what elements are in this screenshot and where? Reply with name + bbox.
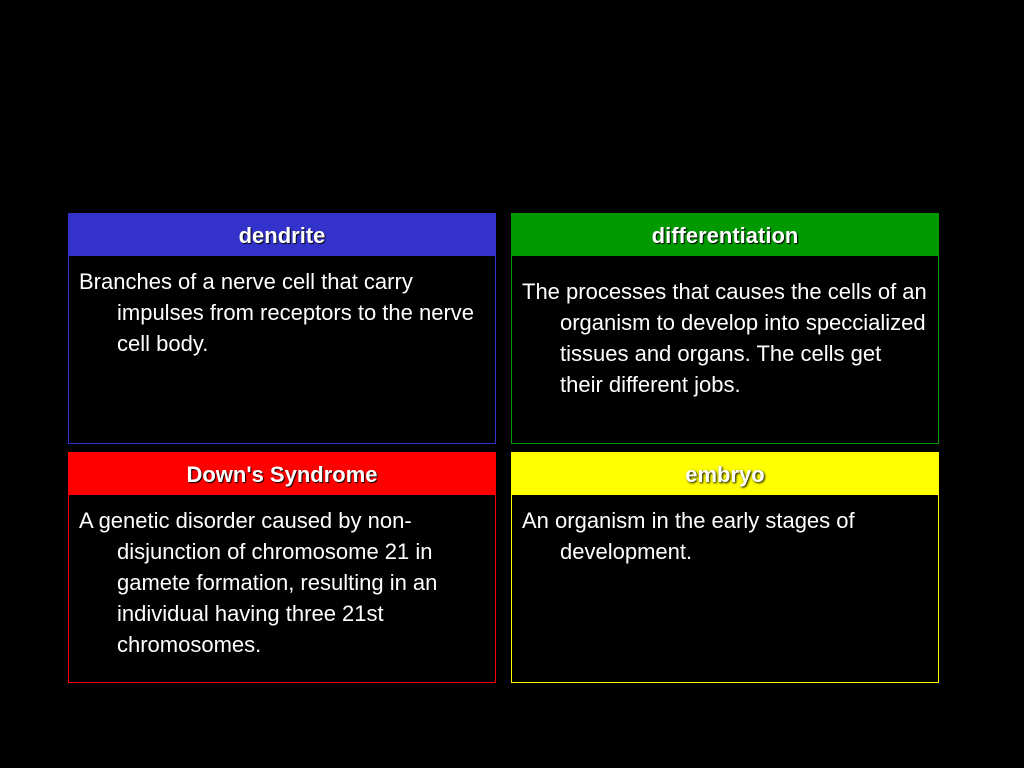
card-differentiation (511, 213, 939, 444)
card-definition: The processes that causes the cells of an organism to develop into speccialized tissues and organs. The cells get their different jobs. (522, 279, 927, 397)
card-dendrite (68, 213, 496, 444)
card-term: differentiation (512, 214, 938, 256)
card-definition-container (69, 495, 495, 660)
card-definition: An organism in the early stages of development. (522, 508, 855, 564)
card-definition-container (69, 256, 495, 359)
card-downs-syndrome (68, 452, 496, 683)
card-term-container (512, 453, 938, 495)
card-definition: A genetic disorder caused by non-disjunction of chromosome 21 in gamete formation, resulting in an individual having three 21st chromosomes. (79, 508, 438, 657)
card-embryo (511, 452, 939, 683)
card-definition-container (512, 495, 938, 567)
card-definition: Branches of a nerve cell that carry impulses from receptors to the nerve cell body. (79, 269, 475, 356)
card-term: Down's Syndrome (69, 453, 495, 495)
card-term: dendrite (69, 214, 495, 256)
card-term: embryo (685, 462, 765, 487)
card-definition-container (512, 256, 938, 400)
